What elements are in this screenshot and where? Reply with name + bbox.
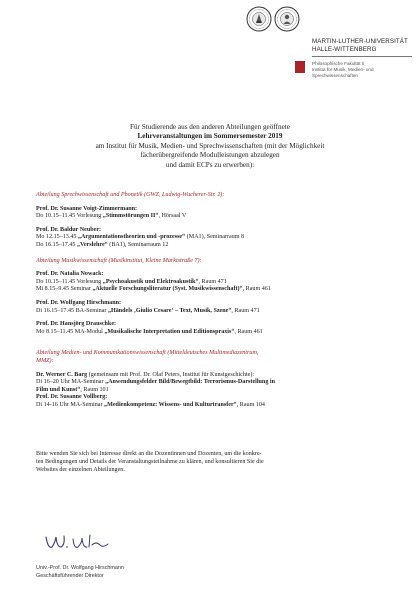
course-line: Di 14-16 Uhr MA-Seminar „Medienkompetenz: Wissens- und Kulturtransfer“, Raum 104 <box>36 401 265 408</box>
university-name <box>312 38 412 54</box>
faculty-name: Philosophische Fakultät II <box>312 61 365 66</box>
closing-paragraph: Bitte wenden Sie sich bei Interesse direkt an die Dozentinnen und Dozenten, um die konkre- ten Bedingungen und Details der Veranstaltungsteilnahme zu klären, und konsultieren Sie die Websites der einzelnen Abteilungen. <box>36 451 264 473</box>
university-seal-icon <box>274 6 300 32</box>
signature-block <box>36 565 124 581</box>
intro-line: fächerübergreifende Modulleistungen abzulegen <box>140 151 280 160</box>
intro-line: am Institut für Musik, Medien- und Sprechwissenschaften (mit der Möglichkeit <box>95 141 325 150</box>
lecturer-name: Prof. Dr. Susanne Vollberg: <box>36 394 108 401</box>
course-line: Do 16.15–17.45 „Verslehre“ (BA1), Seminarraum 12 <box>36 241 169 248</box>
course-line: Do 10.15–11.45 Vorlesung „Stimmstörungen II“, Hörsaal V <box>36 213 187 220</box>
institute-line1: Institut für Musik, Medien- und <box>312 67 374 73</box>
handwritten-signature-icon <box>42 527 112 555</box>
faculty-block <box>312 61 412 80</box>
section-title: Abteilung Musikwissenschaft (Musikinstitut, Kleine Marktstraße 7): <box>36 257 202 264</box>
course-line: Mi 8.15–9.45 Seminar „Aktuelle Forschungsliteratur (Syst. Musikwissenschaft)“, Raum 461 <box>36 286 271 293</box>
lecturer-name: Prof. Dr. Baldur Neuber: <box>36 226 102 233</box>
course-line: Di 16–20 Uhr MA-Seminar „Anwendungsfelder Bild/Bewegtbild: Terrorismus-Darstellung in <box>36 379 275 386</box>
course-list <box>36 192 386 409</box>
section-title: Abteilung Medien- und Kommunikationswissenschaft (Mitteldeutsches Multimediazentrum, <box>36 350 259 357</box>
lecturer-name: Prof. Dr. Susanne Voigt-Zimmermann: <box>36 205 138 212</box>
course-line: Mo 8.15–11.45 MA-Modul „Musikalische Interpretation und Editionspraxis“, Raum 461 <box>36 328 263 335</box>
lecturer-name: Prof. Dr. Hansjörg Drauschke: <box>36 321 117 328</box>
institute-line2: Sprechwissenschaften <box>312 73 358 79</box>
course-line: Do 10.15–11.45 Vorlesung „Psychoakustik und Elektroakustik“, Raum 471 <box>36 278 227 285</box>
lecturer-name: Prof. Dr. Wolfgang Hirschmann: <box>36 299 122 306</box>
section-title-cont: MMZ): <box>36 357 54 364</box>
university-name-line2: HALLE-WITTENBERG <box>312 46 377 53</box>
university-seal-icon <box>246 6 272 32</box>
intro-line: Für Studierende aus den anderen Abteilungen geöffnete <box>130 123 290 131</box>
lecturer-name: Prof. Dr. Natalia Nowack: <box>36 271 104 278</box>
university-name-line1: MARTIN-LUTHER-UNIVERSITÄT <box>312 38 408 45</box>
course-line: Mo 12.15–13.45 „Argumentationstheorien und -prozesse“ (MA1), Seminarraum 8 <box>36 234 245 241</box>
intro-line: und damit ECPs zu erwerben): <box>165 160 255 169</box>
header-divider <box>312 56 412 57</box>
course-line: Di 16.15–17.45 BA-Seminar „Händels ‚Giulio Cesare‘ – Text, Musik, Szene“, Raum 471 <box>36 307 260 314</box>
intro-heading <box>40 123 380 170</box>
signer-name: Univ.-Prof. Dr. Wolfgang Hirschmann <box>36 565 124 571</box>
intro-title: Lehrveranstaltungen im Sommersemester 2019 <box>137 132 283 141</box>
signer-role: Geschäftsführender Direktor <box>36 572 104 579</box>
lecturer-line: Dr. Werner C. Barg (gemeinsam mit Prof. Dr. Olaf Peters, Institut für Kunstgeschichte): <box>36 371 255 378</box>
accent-bar <box>295 61 305 73</box>
course-line: Film und Kunst“, Raum 101 <box>36 386 109 393</box>
section-title: Abteilung Sprechwissenschaft und Phonetik (GWZ, Ludwig-Wucherer-Str. 2): <box>36 192 225 198</box>
